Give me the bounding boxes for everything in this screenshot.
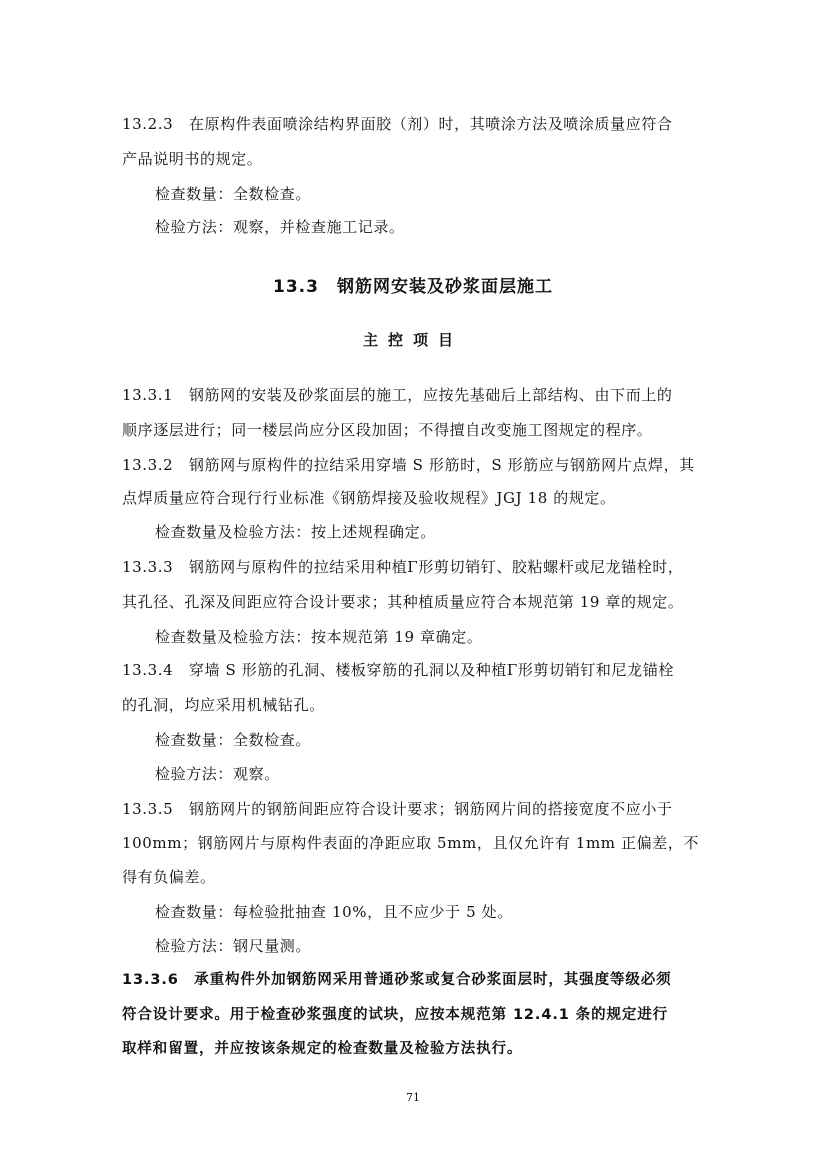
clause-13-3-2-line2: 点焊质量应符合现行行业标准《钢筋焊接及验收规程》JGJ 18 的规定。 <box>122 489 616 507</box>
clause-13-3-6-line2: 符合设计要求。用于检查砂浆强度的试块，应按本规范第 12.4.1 条的规定进行 <box>122 1007 669 1023</box>
clause-13-3-4-line2: 的孔洞，均应采用机械钻孔。 <box>122 696 325 714</box>
clause-13-3-2-check: 检查数量及检验方法：按上述规程确定。 <box>155 523 436 541</box>
clause-13-3-3-line2: 其孔径、孔深及间距应符合设计要求；其种植质量应符合本规范第 19 章的规定。 <box>122 593 684 611</box>
clause-13-3-1-line2: 顺序逐层进行；同一楼层尚应分区段加固；不得擅自改变施工图规定的程序。 <box>122 421 653 439</box>
clause-13-2-3-check-method: 检验方法：观察，并检查施工记录。 <box>155 218 405 236</box>
clause-13-3-5-line2: 100mm；钢筋网片与原构件表面的净距应取 5mm，且仅允许有 1mm 正偏差，不 <box>122 834 699 852</box>
clause-13-3-2-line1: 13.3.2 钢筋网与原构件的拉结采用穿墙 S 形筋时，S 形筋应与钢筋网片点焊，其 <box>122 456 695 474</box>
clause-13-3-4-check-quantity: 检查数量：全数检查。 <box>155 731 312 749</box>
subsection-title: 主控项目 <box>362 331 463 349</box>
clause-13-3-6-line1: 13.3.6 承重构件外加钢筋网采用普通砂浆或复合砂浆面层时，其强度等级必须 <box>122 972 672 988</box>
clause-13-3-5-check-method: 检验方法：钢尺量测。 <box>155 937 312 955</box>
page-number: 71 <box>406 1091 420 1104</box>
clause-13-3-3-check: 检查数量及检验方法：按本规范第 19 章确定。 <box>155 628 483 646</box>
clause-13-2-3-line1: 13.2.3 在原构件表面喷涂结构界面胶（剂）时，其喷涂方法及喷涂质量应符合 <box>122 115 673 133</box>
clause-13-3-5-check-quantity: 检查数量：每检验批抽查 10%，且不应少于 5 处。 <box>155 903 513 921</box>
clause-13-3-1-line1: 13.3.1 钢筋网的安装及砂浆面层的施工，应按先基础后上部结构、由下而上的 <box>122 386 673 404</box>
clause-13-3-4-line1: 13.3.4 穿墙 S 形筋的孔洞、楼板穿筋的孔洞以及种植Γ形剪切销钉和尼龙锚栓 <box>122 661 674 679</box>
clause-13-3-4-check-method: 检验方法：观察。 <box>155 765 280 783</box>
clause-13-3-3-line1: 13.3.3 钢筋网与原构件的拉结采用种植Γ形剪切销钉、胶粘螺杆或尼龙锚栓时， <box>122 558 684 576</box>
clause-13-2-3-line2: 产品说明书的规定。 <box>122 150 263 168</box>
section-title: 13.3 钢筋网安装及砂浆面层施工 <box>273 277 553 297</box>
clause-13-3-5-line3: 得有负偏差。 <box>122 868 216 886</box>
clause-13-2-3-check-quantity: 检查数量：全数检查。 <box>155 185 312 203</box>
clause-13-3-5-line1: 13.3.5 钢筋网片的钢筋间距应符合设计要求；钢筋网片间的搭接宽度不应小于 <box>122 800 673 818</box>
clause-13-3-6-line3: 取样和留置，并应按该条规定的检查数量及检验方法执行。 <box>122 1041 523 1057</box>
